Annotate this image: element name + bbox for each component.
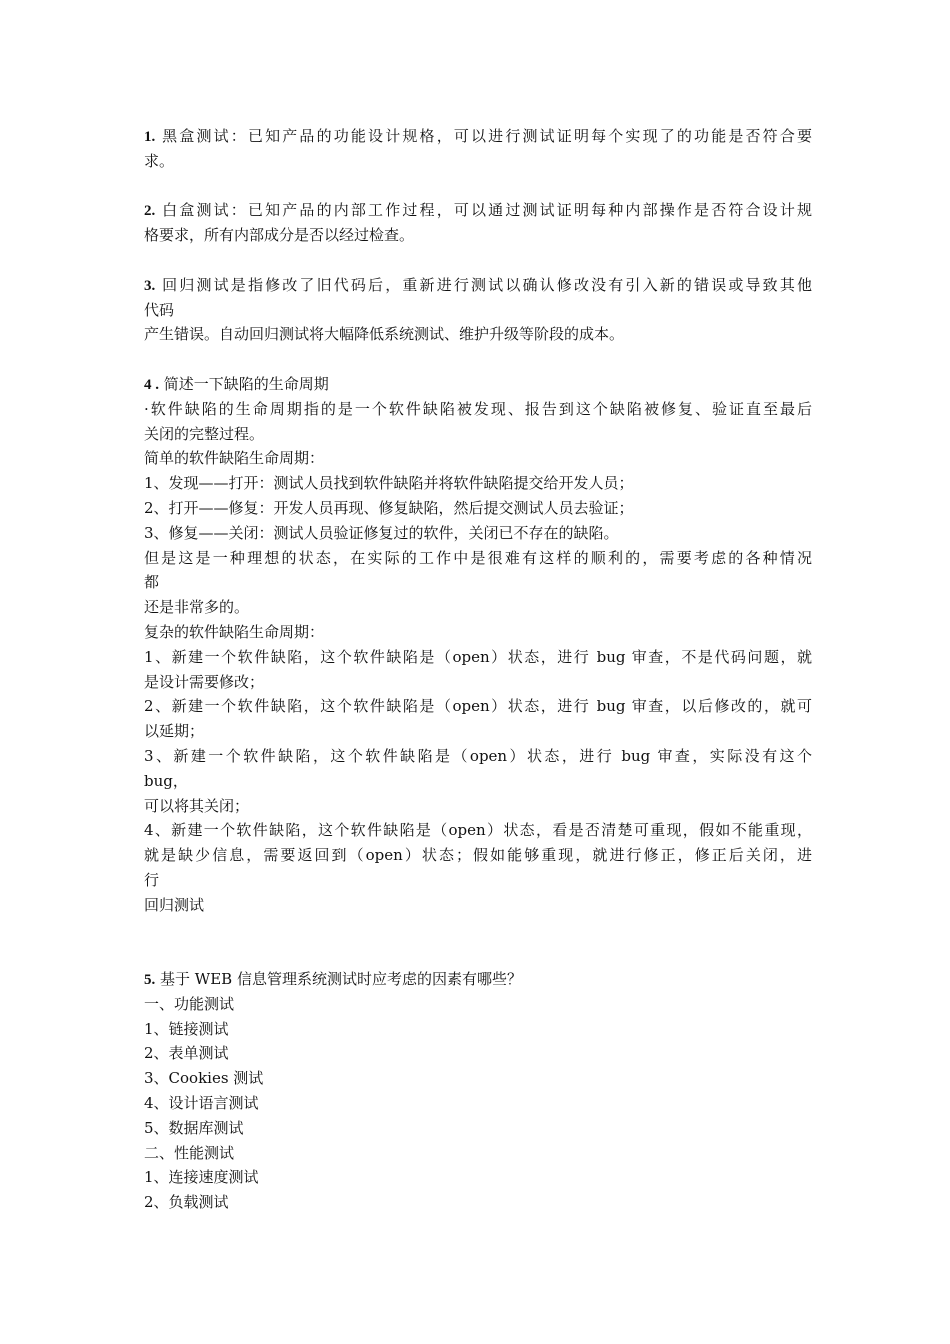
spacer (144, 918, 812, 968)
section-4-paragraph-line: 可以将其关闭； (144, 796, 250, 815)
section-3-number: 3. (144, 277, 156, 294)
section-4-paragraph-line: bug， (144, 771, 188, 790)
section-4-paragraph-line: 行 (144, 870, 160, 889)
section-4-title-text: 简述一下缺陷的生命周期 (159, 374, 329, 393)
section-2-number: 2. (144, 203, 156, 220)
section-4-paragraph-line: 关闭的完整过程。 (144, 424, 265, 443)
section-2-line-2: 格要求，所有内部成分是否以经过检查。 (144, 226, 415, 245)
section-4-paragraph-line: 1、新建一个软件缺陷，这个软件缺陷是（open）状态，进行 bug 审查，不是代码问题，就 (144, 647, 812, 666)
section-1-text: 黑盒测试：已知产品的功能设计规格，可以进行测试证明每个实现了的功能是否符合要 (155, 127, 812, 145)
section-5-title-text: 基于 WEB 信息管理系统测试时应考虑的因素有哪些？ (155, 970, 522, 989)
section-3-line-2: 代码 (144, 300, 175, 319)
document-body (144, 124, 812, 1215)
section-1-line-2: 求。 (144, 151, 175, 170)
section-5-title (144, 967, 812, 992)
section-4-paragraph-line: 但是这是一种理想的状态，在实际的工作中是很难有这样的顺利的，需要考虑的各种情况 (144, 548, 812, 567)
section-1-line-1 (144, 124, 812, 149)
section-4-paragraph-line: ·软件缺陷的生命周期指的是一个软件缺陷被发现、报告到这个缺陷被修复、验证直至最后 (144, 399, 812, 418)
section-5-list-item: 4、设计语言测试 (144, 1094, 259, 1113)
section-4-paragraph-line: 还是非常多的。 (144, 598, 250, 617)
section-5-list-item: 2、负载测试 (144, 1193, 229, 1212)
section-2-text: 白盒测试：已知产品的内部工作过程，可以通过测试证明每种内部操作是否符合设计规 (155, 201, 812, 220)
section-4-paragraph-line: 是设计需要修改； (144, 672, 265, 691)
section-5-list-item: 1、连接速度测试 (144, 1168, 259, 1187)
section-4-paragraph-line: 简单的软件缺陷生命周期： (144, 449, 325, 468)
section-5-list-item: 5、数据库测试 (144, 1118, 244, 1137)
section-4-paragraph-line: 以延期； (144, 722, 205, 741)
spacer (144, 248, 812, 273)
section-4-paragraph-line: 4、新建一个软件缺陷，这个软件缺陷是（open）状态，看是否清楚可重现，假如不能重现， (144, 821, 812, 840)
section-5-list-item: 二、性能测试 (144, 1143, 235, 1162)
section-4-paragraph-line: 2、新建一个软件缺陷，这个软件缺陷是（open）状态，进行 bug 审查，以后修改的，就可 (144, 697, 812, 716)
section-4-paragraph-line: 回归测试 (144, 895, 205, 914)
section-5-list-item: 1、链接测试 (144, 1019, 229, 1038)
section-4-paragraph-line: 复杂的软件缺陷生命周期： (144, 622, 325, 641)
section-3-line-3: 产生错误。自动回归测试将大幅降低系统测试、维护升级等阶段的成本。 (144, 325, 625, 344)
section-5-list-item: 3、Cookies 测试 (144, 1069, 264, 1088)
section-4-number: 4 . (144, 376, 159, 393)
section-2-line-1 (144, 198, 812, 223)
section-4-paragraph-line: 就是缺少信息，需要返回到（open）状态；假如能够重现，就进行修正，修正后关闭，进 (144, 846, 812, 865)
section-3-text: 回归测试是指修改了旧代码后，重新进行测试以确认修改没有引入新的错误或导致其他 (155, 275, 812, 294)
section-5-list-item: 一、功能测试 (144, 994, 235, 1013)
spacer (144, 174, 812, 199)
section-4-paragraph-line: 1、发现——打开：测试人员找到软件缺陷并将软件缺陷提交给开发人员； (144, 474, 634, 493)
section-5-list-item: 2、表单测试 (144, 1044, 229, 1063)
section-4-title (144, 372, 812, 397)
section-4-paragraph-line: 都 (144, 573, 160, 592)
section-3-line-1 (144, 273, 812, 298)
section-1-number: 1. (144, 129, 156, 145)
section-4-paragraph-line: 3、修复——关闭：测试人员验证修复过的软件，关闭已不存在的缺陷。 (144, 523, 619, 542)
spacer (144, 347, 812, 372)
section-5-number: 5. (144, 972, 156, 989)
section-4-paragraph-line: 2、打开——修复：开发人员再现、修复缺陷，然后提交测试人员去验证； (144, 498, 634, 517)
section-4-paragraph-line: 3、新建一个软件缺陷，这个软件缺陷是（open）状态，进行 bug 审查，实际没有这个 (144, 746, 812, 765)
